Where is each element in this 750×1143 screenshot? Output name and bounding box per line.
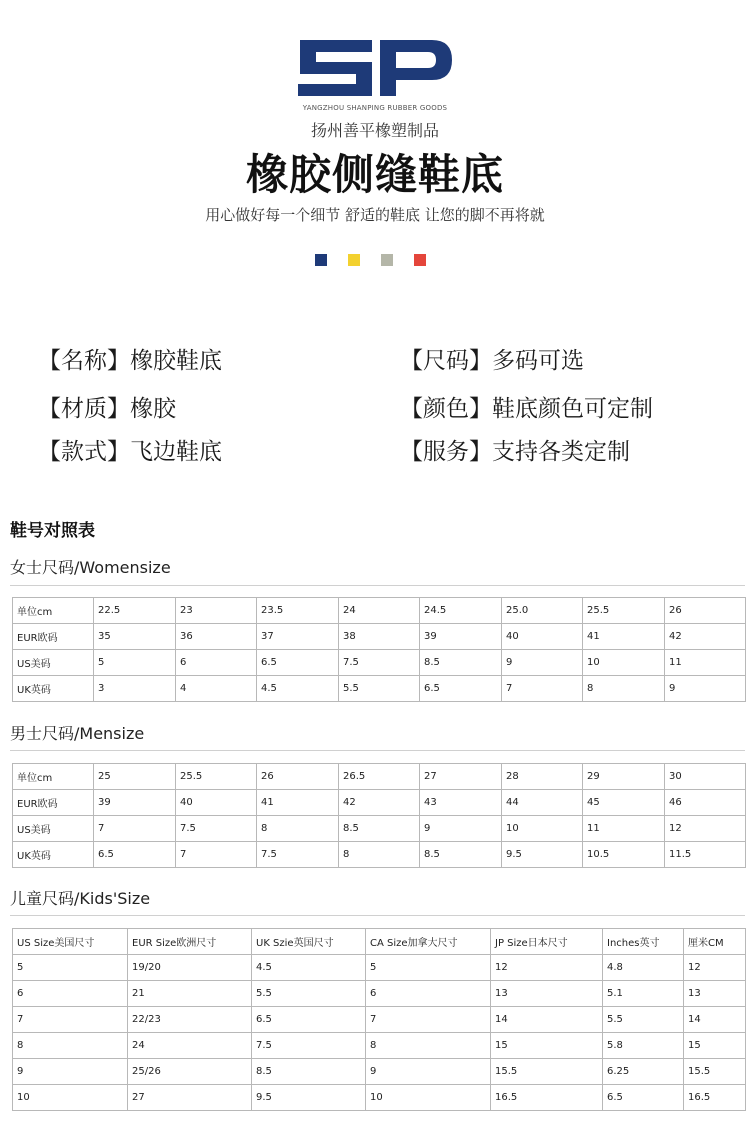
table-cell: 4.5 (257, 676, 339, 702)
table-cell: 4 (176, 676, 257, 702)
table-cell: 40 (502, 624, 583, 650)
table-cell: 7 (366, 1007, 491, 1033)
table-cell: 27 (420, 764, 502, 790)
table-cell: 10 (13, 1085, 128, 1111)
table-cell: 9 (13, 1059, 128, 1085)
table-cell: 8.5 (420, 650, 502, 676)
table-cell: 6.5 (257, 650, 339, 676)
divider (10, 750, 745, 751)
spec-value: 鞋底颜色可定制 (492, 396, 653, 422)
spec-size (400, 342, 584, 375)
table-cell: 9.5 (252, 1085, 366, 1111)
table-cell: 15.5 (684, 1059, 746, 1085)
table-cell: 13 (491, 981, 603, 1007)
table-cell: 28 (502, 764, 583, 790)
kids-size-title: 儿童尺码/Kids'Size (10, 889, 151, 908)
table-cell: 8 (366, 1033, 491, 1059)
table-cell: 7.5 (257, 842, 339, 868)
table-row (13, 1033, 746, 1059)
table-cell: 41 (257, 790, 339, 816)
spec-value: 橡胶 (130, 396, 176, 422)
table-cell: 27 (128, 1085, 252, 1111)
table-cell: 7 (13, 1007, 128, 1033)
table-row (13, 1085, 746, 1111)
table-cell: 12 (665, 816, 746, 842)
table-cell: 46 (665, 790, 746, 816)
table-cell: 单位cm (13, 764, 94, 790)
spec-style (38, 433, 222, 466)
table-cell: 44 (502, 790, 583, 816)
table-cell: 35 (94, 624, 176, 650)
table-cell: 30 (665, 764, 746, 790)
table-cell: 5.5 (603, 1007, 684, 1033)
table-cell: 24 (339, 598, 420, 624)
company-name-cn: 扬州善平橡塑制品 (310, 121, 439, 140)
spec-label: 【名称】 (38, 348, 130, 374)
table-cell: 26 (257, 764, 339, 790)
table-row (13, 650, 746, 676)
table-cell: 25/26 (128, 1059, 252, 1085)
spec-label: 【颜色】 (400, 396, 492, 422)
table-cell: UK英码 (13, 842, 94, 868)
table-cell: 4.8 (603, 955, 684, 981)
table-cell: 29 (583, 764, 665, 790)
men-size-title: 男士尺码/Mensize (10, 724, 145, 743)
table-cell: 8 (13, 1033, 128, 1059)
table-cell: 8.5 (420, 842, 502, 868)
table-cell: 21 (128, 981, 252, 1007)
table-cell: 5.5 (339, 676, 420, 702)
table-cell: 5 (366, 955, 491, 981)
table-cell: 5.5 (252, 981, 366, 1007)
table-cell: EUR欧码 (13, 624, 94, 650)
table-cell: 6 (366, 981, 491, 1007)
page-title: 橡胶侧缝鞋底 (245, 150, 504, 199)
table-cell: 43 (420, 790, 502, 816)
table-cell: 9 (420, 816, 502, 842)
table-cell: 6 (176, 650, 257, 676)
table-row (13, 842, 746, 868)
table-cell: 45 (583, 790, 665, 816)
table-cell: 38 (339, 624, 420, 650)
table-cell: 8 (257, 816, 339, 842)
table-cell: 22/23 (128, 1007, 252, 1033)
spec-value: 飞边鞋底 (130, 439, 222, 465)
table-row (13, 981, 746, 1007)
color-swatch-navy (315, 254, 327, 266)
slogan: 用心做好每一个细节 舒适的鞋底 让您的脚不再将就 (205, 206, 545, 224)
table-cell: 16.5 (684, 1085, 746, 1111)
table-cell: 25.5 (176, 764, 257, 790)
table-cell: 6.25 (603, 1059, 684, 1085)
table-cell: 7.5 (176, 816, 257, 842)
table-cell: 7.5 (252, 1033, 366, 1059)
table-cell: 12 (684, 955, 746, 981)
divider (10, 915, 745, 916)
table-cell: 41 (583, 624, 665, 650)
spec-label: 【服务】 (400, 439, 492, 465)
column-header: Inches英寸 (603, 929, 684, 955)
table-cell: 10 (502, 816, 583, 842)
table-row (13, 1007, 746, 1033)
table-row (13, 790, 746, 816)
table-cell: 25.5 (583, 598, 665, 624)
color-swatch-red (414, 254, 426, 266)
size-chart-heading: 鞋号对照表 (10, 521, 95, 541)
table-cell: 单位cm (13, 598, 94, 624)
table-cell: 14 (684, 1007, 746, 1033)
column-header: CA Size加拿大尺寸 (366, 929, 491, 955)
table-cell: 10 (366, 1085, 491, 1111)
kids-size-table (12, 928, 746, 1111)
table-cell: 26.5 (339, 764, 420, 790)
table-cell: 9 (366, 1059, 491, 1085)
spec-service (400, 433, 630, 466)
table-cell: 11.5 (665, 842, 746, 868)
table-cell: 14 (491, 1007, 603, 1033)
table-cell: 5.8 (603, 1033, 684, 1059)
color-swatch-gray (381, 254, 393, 266)
table-cell: 36 (176, 624, 257, 650)
table-cell: EUR欧码 (13, 790, 94, 816)
table-cell: 9 (502, 650, 583, 676)
spec-material (38, 390, 176, 423)
women-size-title: 女士尺码/Womensize (10, 558, 171, 577)
column-header: JP Size日本尺寸 (491, 929, 603, 955)
company-name-en: YANGZHOU SHANPING RUBBER GOODS (302, 104, 448, 112)
table-cell: 26 (665, 598, 746, 624)
table-cell: 42 (665, 624, 746, 650)
table-cell: 40 (176, 790, 257, 816)
table-cell: 39 (94, 790, 176, 816)
table-cell: 23.5 (257, 598, 339, 624)
table-cell: 25.0 (502, 598, 583, 624)
table-cell: 11 (583, 816, 665, 842)
table-row (13, 764, 746, 790)
table-cell: UK英码 (13, 676, 94, 702)
table-row (13, 624, 746, 650)
table-cell: 6.5 (420, 676, 502, 702)
table-row (13, 676, 746, 702)
table-header-row (13, 929, 746, 955)
color-swatch-yellow (348, 254, 360, 266)
table-cell: 9.5 (502, 842, 583, 868)
column-header: US Size美国尺寸 (13, 929, 128, 955)
table-cell: 15.5 (491, 1059, 603, 1085)
table-cell: 6.5 (252, 1007, 366, 1033)
table-row (13, 1059, 746, 1085)
table-cell: 5 (13, 955, 128, 981)
table-cell: 11 (665, 650, 746, 676)
spec-label: 【材质】 (38, 396, 130, 422)
table-cell: 4.5 (252, 955, 366, 981)
table-cell: 15 (491, 1033, 603, 1059)
table-cell: 39 (420, 624, 502, 650)
table-cell: 9 (665, 676, 746, 702)
table-cell: 7 (176, 842, 257, 868)
table-cell: 5 (94, 650, 176, 676)
table-cell: 24 (128, 1033, 252, 1059)
table-cell: 6.5 (94, 842, 176, 868)
divider (10, 585, 745, 586)
table-cell: 37 (257, 624, 339, 650)
table-cell: US美码 (13, 650, 94, 676)
table-cell: 13 (684, 981, 746, 1007)
spec-name (38, 342, 222, 375)
table-cell: 22.5 (94, 598, 176, 624)
table-cell: 8.5 (252, 1059, 366, 1085)
table-cell: 6 (13, 981, 128, 1007)
table-cell: 3 (94, 676, 176, 702)
table-cell: 16.5 (491, 1085, 603, 1111)
table-row (13, 816, 746, 842)
company-logo (294, 36, 456, 100)
table-cell: 23 (176, 598, 257, 624)
table-cell: 7 (94, 816, 176, 842)
table-cell: 5.1 (603, 981, 684, 1007)
table-cell: 6.5 (603, 1085, 684, 1111)
table-cell: 15 (684, 1033, 746, 1059)
column-header: 厘米CM (684, 929, 746, 955)
table-cell: 8.5 (339, 816, 420, 842)
spec-label: 【尺码】 (400, 348, 492, 374)
column-header: UK Szie英国尺寸 (252, 929, 366, 955)
table-cell: 25 (94, 764, 176, 790)
spec-value: 多码可选 (492, 348, 584, 374)
table-cell: US美码 (13, 816, 94, 842)
column-header: EUR Size欧洲尺寸 (128, 929, 252, 955)
spec-color (400, 390, 653, 423)
table-row (13, 955, 746, 981)
table-cell: 8 (583, 676, 665, 702)
table-cell: 12 (491, 955, 603, 981)
table-cell: 8 (339, 842, 420, 868)
spec-value: 支持各类定制 (492, 439, 630, 465)
spec-label: 【款式】 (38, 439, 130, 465)
women-size-table (12, 597, 746, 702)
table-cell: 24.5 (420, 598, 502, 624)
table-cell: 10.5 (583, 842, 665, 868)
table-cell: 42 (339, 790, 420, 816)
men-size-table (12, 763, 746, 868)
spec-value: 橡胶鞋底 (130, 348, 222, 374)
table-cell: 7.5 (339, 650, 420, 676)
table-cell: 7 (502, 676, 583, 702)
table-cell: 19/20 (128, 955, 252, 981)
table-row (13, 598, 746, 624)
table-cell: 10 (583, 650, 665, 676)
